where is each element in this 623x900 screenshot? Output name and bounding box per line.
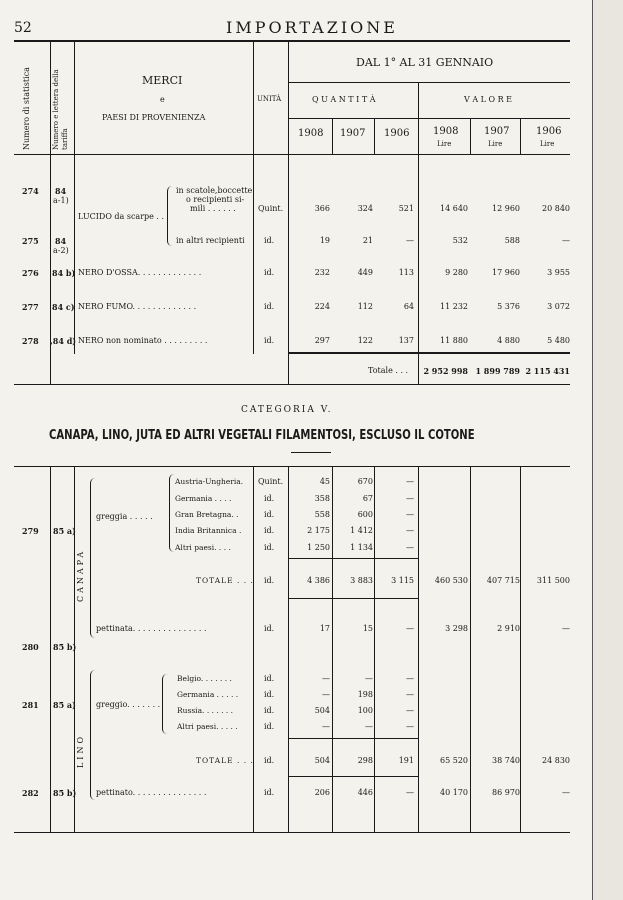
hdr-vline-4 bbox=[288, 42, 289, 154]
canapa-q1907-3: 600 bbox=[357, 510, 373, 519]
lino-pettinato-v1908: 40 170 bbox=[440, 788, 468, 797]
v1907-275: 588 bbox=[504, 236, 520, 245]
lino-totale-v1908: 65 520 bbox=[440, 756, 468, 765]
lino-country-2: Germania . . . . . bbox=[177, 690, 239, 699]
lino-totale-label: TOTALE . . . bbox=[196, 756, 254, 765]
s1-totale-label: Totale . . . bbox=[368, 366, 409, 375]
lino-q1908-1: — bbox=[322, 674, 330, 683]
canapa-country-4: India Britannica . bbox=[175, 526, 242, 535]
q1907-277: 112 bbox=[357, 302, 373, 311]
v1907-278: 4 880 bbox=[497, 336, 520, 345]
category-label: CATEGORIA V. bbox=[241, 405, 333, 415]
canapa-country-3: Gran Bretagna. . bbox=[175, 510, 239, 519]
v1908-277: 11 232 bbox=[440, 302, 468, 311]
canapa-country-2: Germania . . . . bbox=[175, 494, 232, 503]
s2-top-rule bbox=[14, 466, 570, 467]
stat-277: 277 bbox=[22, 302, 39, 312]
lino-pettinato-v1906: — bbox=[562, 788, 570, 797]
lire-2: Lire bbox=[488, 140, 503, 148]
q1907-275: 21 bbox=[362, 236, 373, 245]
year-v-1907: 1907 bbox=[484, 126, 510, 137]
tariff-282: 85 b) bbox=[53, 788, 77, 798]
tariff-279: 85 a) bbox=[53, 526, 76, 536]
canapa-pettinata-unit: id. bbox=[264, 624, 275, 633]
canapa-totale-q1908: 4 386 bbox=[307, 576, 330, 585]
lino-pettinato-q1907: 446 bbox=[357, 788, 373, 797]
s1-vline-5 bbox=[418, 154, 419, 384]
year-q-1908: 1908 bbox=[298, 128, 324, 139]
lino-label: LINO bbox=[76, 733, 85, 768]
unit-277: id. bbox=[264, 302, 275, 311]
category-title: CANAPA, LINO, JUTA ED ALTRI VEGETALI FILAMENTOSI, ESCLUSO IL COTONE bbox=[49, 428, 475, 443]
canapa-q1907-2: 67 bbox=[362, 494, 373, 503]
lino-sub-rule bbox=[288, 738, 418, 739]
s2-vline-4 bbox=[288, 466, 289, 832]
period-label: DAL 1° AL 31 GENNAIO bbox=[356, 56, 494, 69]
unit-276: id. bbox=[264, 268, 275, 277]
canapa-unit-2: id. bbox=[264, 494, 275, 503]
lino-pettinato: pettinato. . . . . . . . . . . . . . . bbox=[96, 788, 207, 797]
lino-country-1: Belgio. . . . . . . bbox=[177, 674, 232, 683]
tariff-276: 84 b) bbox=[52, 268, 76, 278]
stat-282: 282 bbox=[22, 788, 39, 798]
unit-278: id. bbox=[264, 336, 275, 345]
lino-q1908-2: — bbox=[322, 690, 330, 699]
s1-vline-2 bbox=[74, 154, 75, 354]
s1-totale-1906: 2 115 431 bbox=[525, 366, 570, 376]
q1906-277: 64 bbox=[403, 302, 414, 311]
canapa-q1907-1: 670 bbox=[357, 477, 373, 486]
s1-vline-4 bbox=[288, 154, 289, 384]
s2-vline-3 bbox=[253, 466, 254, 832]
greggio-brace bbox=[162, 674, 167, 734]
canapa-pettinata-q1906: — bbox=[406, 624, 414, 633]
stat-276: 276 bbox=[22, 268, 39, 278]
q1908-277: 224 bbox=[314, 302, 330, 311]
top-rule bbox=[14, 40, 570, 42]
lino-q1906-1: — bbox=[406, 674, 414, 683]
lino-brace bbox=[90, 670, 95, 800]
q1906-276: 113 bbox=[398, 268, 414, 277]
v1906-274: 20 840 bbox=[542, 204, 570, 213]
canapa-q1908-2: 358 bbox=[314, 494, 330, 503]
lino-q1906-3: — bbox=[406, 706, 414, 715]
hdr-year-div-1 bbox=[332, 118, 333, 154]
tariff-274: 84 bbox=[55, 186, 67, 196]
s2-vline-7 bbox=[418, 466, 419, 832]
canapa-q1907-4: 1 412 bbox=[350, 526, 373, 535]
tariff-277: 84 c) bbox=[52, 302, 75, 312]
lucido-sub-1: in scatole,boccette bbox=[176, 186, 253, 195]
tariff-275-sub: a-2) bbox=[53, 246, 69, 255]
year-q-1907: 1907 bbox=[340, 128, 366, 139]
page-number: 52 bbox=[14, 20, 32, 36]
canapa-pettinata-v1906: — bbox=[562, 624, 570, 633]
s2-vline-5 bbox=[332, 466, 333, 832]
lino-pettinato-q1906: — bbox=[406, 788, 414, 797]
v1906-278: 5 480 bbox=[547, 336, 570, 345]
hdr-year-div-3 bbox=[470, 118, 471, 154]
s1-totale-1908: 2 952 998 bbox=[423, 366, 468, 376]
unita-label: UNITÀ bbox=[257, 95, 282, 103]
running-title: IMPORTAZIONE bbox=[226, 18, 398, 37]
canapa-totale-unit: id. bbox=[264, 576, 275, 585]
v1907-277: 5 376 bbox=[497, 302, 520, 311]
lino-q1907-1: — bbox=[365, 674, 373, 683]
canapa-totale-v1906: 311 500 bbox=[536, 576, 570, 585]
tariff-280: 85 b) bbox=[53, 642, 77, 652]
lino-unit-4: id. bbox=[264, 722, 275, 731]
v1908-274: 14 640 bbox=[440, 204, 468, 213]
canapa-country-5: Altri paesi. . . . bbox=[175, 543, 231, 552]
year-v-1906: 1906 bbox=[536, 126, 562, 137]
v1908-276: 9 280 bbox=[445, 268, 468, 277]
canapa-totale-v1907: 407 715 bbox=[486, 576, 520, 585]
hdr-year-div-2 bbox=[374, 118, 375, 154]
lino-q1907-2: 198 bbox=[357, 690, 373, 699]
valore-label: V A L O R E bbox=[464, 95, 513, 104]
lire-1: Lire bbox=[437, 140, 452, 148]
merci-e: e bbox=[160, 95, 165, 104]
hdr-hline-2 bbox=[288, 118, 570, 119]
lucido-brace bbox=[167, 186, 172, 246]
q1908-275: 19 bbox=[319, 236, 330, 245]
tariff-278: ,84 d) bbox=[50, 336, 77, 346]
v1906-275: — bbox=[562, 236, 570, 245]
lino-q1907-3: 100 bbox=[357, 706, 373, 715]
v1907-276: 17 960 bbox=[492, 268, 520, 277]
lucido-sub-2: o recipienti si- bbox=[186, 195, 245, 204]
lino-pettinato-v1907: 86 970 bbox=[492, 788, 520, 797]
q1908-274: 366 bbox=[314, 204, 330, 213]
greggia-brace bbox=[169, 474, 174, 552]
v1908-275: 532 bbox=[452, 236, 468, 245]
year-q-1906: 1906 bbox=[384, 128, 410, 139]
merci-label: MERCI bbox=[142, 74, 183, 87]
lino-q1907-4: — bbox=[365, 722, 373, 731]
canapa-q1906-5: — bbox=[406, 543, 414, 552]
tariff-275: 84 bbox=[55, 236, 67, 246]
lino-q1906-4: — bbox=[406, 722, 414, 731]
tariff-274-sub: a-1) bbox=[53, 196, 69, 205]
stat-280: 280 bbox=[22, 642, 39, 652]
lino-greggio: greggio. . . . . . . bbox=[96, 700, 161, 709]
canapa-pettinata-q1908: 17 bbox=[319, 624, 330, 633]
canapa-pettinata-v1908: 3 298 bbox=[445, 624, 468, 633]
category-rule bbox=[291, 452, 331, 453]
stat-275: 275 bbox=[22, 236, 39, 246]
v1906-276: 3 955 bbox=[547, 268, 570, 277]
q1907-274: 324 bbox=[357, 204, 373, 213]
canapa-unit-5: id. bbox=[264, 543, 275, 552]
lino-q1906-2: — bbox=[406, 690, 414, 699]
canapa-unit-4: id. bbox=[264, 526, 275, 535]
col-tariff-label: Numero e lettera della tariffa bbox=[52, 69, 69, 150]
q1906-274: 521 bbox=[398, 204, 414, 213]
q1906-275: — bbox=[406, 236, 414, 245]
lino-totale-rule bbox=[288, 776, 418, 777]
lucido-label: LUCIDO da scarpe . . bbox=[78, 212, 165, 221]
q1908-278: 297 bbox=[314, 336, 330, 345]
canapa-pettinata-q1907: 15 bbox=[362, 624, 373, 633]
lino-totale-unit: id. bbox=[264, 756, 275, 765]
hdr-vline-1 bbox=[50, 42, 51, 154]
lino-pettinato-unit: id. bbox=[264, 788, 275, 797]
nero-ossa: NERO D'OSSA. . . . . . . . . . . . . bbox=[78, 268, 202, 277]
s2-vline-9 bbox=[520, 466, 521, 832]
canapa-q1906-4: — bbox=[406, 526, 414, 535]
hdr-hline-1 bbox=[288, 82, 570, 83]
s2-bottom-rule bbox=[14, 832, 570, 833]
canapa-q1908-4: 2 175 bbox=[307, 526, 330, 535]
canapa-q1906-2: — bbox=[406, 494, 414, 503]
lino-totale-q1906: 191 bbox=[398, 756, 414, 765]
q1906-278: 137 bbox=[398, 336, 414, 345]
lino-totale-v1907: 38 740 bbox=[492, 756, 520, 765]
v1906-277: 3 072 bbox=[547, 302, 570, 311]
unit-275: id. bbox=[264, 236, 275, 245]
canapa-totale-q1907: 3 883 bbox=[350, 576, 373, 585]
canapa-sub-rule bbox=[288, 558, 418, 559]
paesi-label: PAESI DI PROVENIENZA bbox=[102, 113, 206, 122]
lire-3: Lire bbox=[540, 140, 555, 148]
canapa-totale-q1906: 3 115 bbox=[391, 576, 414, 585]
s2-vline-8 bbox=[470, 466, 471, 832]
s1-totale-1907: 1 899 789 bbox=[475, 366, 520, 376]
lino-q1908-3: 504 bbox=[314, 706, 330, 715]
stat-278: 278 bbox=[22, 336, 39, 346]
tariff-281: 85 a) bbox=[53, 700, 76, 710]
q1907-278: 122 bbox=[357, 336, 373, 345]
unit-274: Quint. bbox=[258, 204, 284, 213]
lino-q1908-4: — bbox=[322, 722, 330, 731]
q1907-276: 449 bbox=[357, 268, 373, 277]
canapa-unit-1: Quint. bbox=[258, 477, 284, 486]
canapa-pettinata-v1907: 2 910 bbox=[497, 624, 520, 633]
year-v-1908: 1908 bbox=[433, 126, 459, 137]
v1908-278: 11 880 bbox=[440, 336, 468, 345]
hdr-vline-3 bbox=[253, 42, 254, 154]
quantita-label: Q U A N T I T À bbox=[312, 95, 376, 104]
q1908-276: 232 bbox=[314, 268, 330, 277]
page-edge-shadow bbox=[593, 0, 623, 900]
nero-fumo: NERO FUMO. . . . . . . . . . . . . bbox=[78, 302, 197, 311]
canapa-label: CANAPA bbox=[76, 548, 85, 602]
lino-totale-q1907: 298 bbox=[357, 756, 373, 765]
canapa-country-1: Austria-Ungheria. bbox=[175, 477, 244, 486]
s1-total-rule-top bbox=[288, 352, 570, 354]
hdr-hline-bottom bbox=[14, 154, 570, 155]
canapa-q1908-1: 45 bbox=[319, 477, 330, 486]
canapa-brace bbox=[90, 478, 95, 638]
canapa-totale-rule bbox=[288, 598, 418, 599]
lino-totale-q1908: 504 bbox=[314, 756, 330, 765]
s2-vline-6 bbox=[374, 466, 375, 832]
lucido-sub-3: mili . . . . . . bbox=[190, 204, 236, 213]
canapa-totale-v1908: 460 530 bbox=[434, 576, 468, 585]
canapa-unit-3: id. bbox=[264, 510, 275, 519]
lino-totale-v1906: 24 830 bbox=[542, 756, 570, 765]
canapa-q1907-5: 1 134 bbox=[350, 543, 373, 552]
canapa-q1908-5: 1 250 bbox=[307, 543, 330, 552]
canapa-q1908-3: 558 bbox=[314, 510, 330, 519]
lino-unit-2: id. bbox=[264, 690, 275, 699]
lino-unit-1: id. bbox=[264, 674, 275, 683]
s1-vline-1 bbox=[50, 154, 51, 384]
lino-unit-3: id. bbox=[264, 706, 275, 715]
s1-vline-3 bbox=[253, 154, 254, 354]
stat-274: 274 bbox=[22, 186, 39, 196]
canapa-pettinata: pettinata. . . . . . . . . . . . . . . bbox=[96, 624, 207, 633]
s2-vline-1 bbox=[50, 466, 51, 832]
canapa-totale-label: TOTALE . . . bbox=[196, 576, 254, 585]
canapa-q1906-3: — bbox=[406, 510, 414, 519]
nero-non-nominato: NERO non nominato . . . . . . . . . bbox=[78, 336, 208, 345]
col-stat-label: Numero di statistica bbox=[22, 67, 31, 150]
lino-pettinato-q1908: 206 bbox=[314, 788, 330, 797]
canapa-q1906-1: — bbox=[406, 477, 414, 486]
lino-country-4: Altri paesi. . . . . bbox=[177, 722, 238, 731]
hdr-year-div-4 bbox=[520, 118, 521, 154]
canapa-greggia: greggia . . . . . bbox=[96, 512, 153, 521]
hdr-vline-2 bbox=[74, 42, 75, 154]
stat-281: 281 bbox=[22, 700, 39, 710]
altri-recipienti: in altri recipienti bbox=[176, 236, 245, 245]
v1907-274: 12 960 bbox=[492, 204, 520, 213]
lino-country-3: Russia. . . . . . . bbox=[177, 706, 234, 715]
stat-279: 279 bbox=[22, 526, 39, 536]
s1-total-rule-bottom bbox=[14, 384, 570, 385]
